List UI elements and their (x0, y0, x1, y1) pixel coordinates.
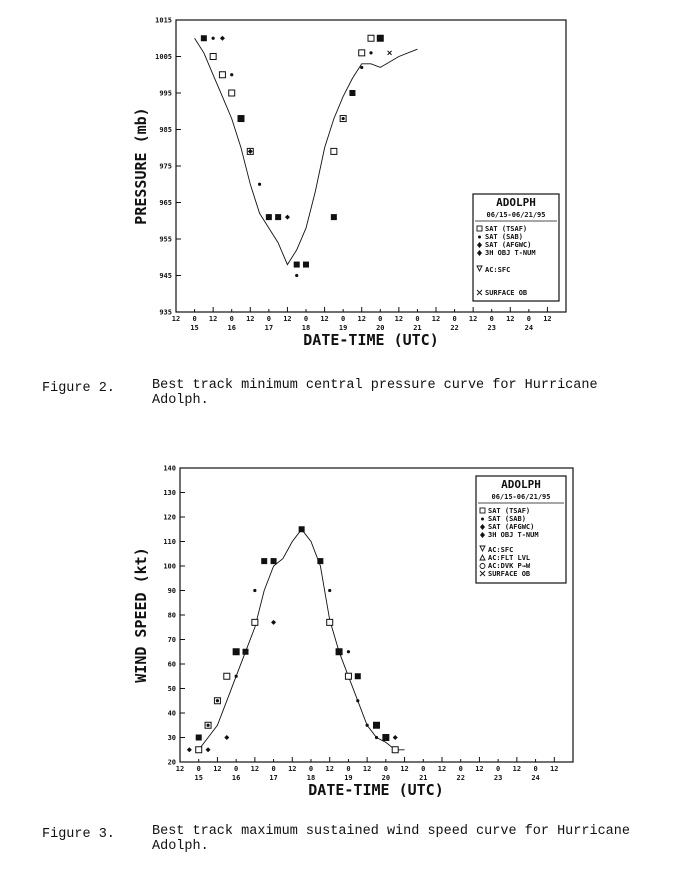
wind-point-open-square (196, 747, 202, 753)
wind-y-tick-label: 100 (163, 562, 176, 571)
pressure-y-axis-title: PRESSURE (mb) (132, 107, 150, 225)
wind-x-tick-label: 12 (475, 765, 484, 773)
wind-point-open-square (224, 673, 230, 679)
pressure-point-solid-square (238, 116, 244, 122)
wind-legend-entry: 3H OBJ T-NUM (488, 531, 539, 539)
pressure-y-tick-label: 965 (159, 199, 172, 207)
wind-point-diamond (187, 747, 192, 752)
wind-x-tick-label: 0 (421, 765, 426, 773)
wind-x-tick-label: 12 (288, 765, 297, 773)
pressure-x-day-label: 16 (227, 324, 236, 332)
pressure-point-solid-square (349, 90, 355, 96)
pressure-legend (473, 194, 559, 301)
wind-x-tick-label: 0 (533, 765, 538, 773)
pressure-x-day-label: 22 (450, 324, 459, 332)
wind-point-solid-square (355, 673, 361, 679)
wind-y-tick-label: 40 (167, 709, 176, 718)
pressure-point-solid-square (275, 214, 281, 220)
pressure-legend-entry: SURFACE OB (485, 289, 528, 297)
pressure-point-small-dot (369, 51, 372, 54)
wind-y-ticks (163, 465, 185, 767)
pressure-y-tick-label: 1015 (155, 16, 172, 25)
pressure-point-solid-square (201, 35, 207, 41)
wind-x-tick-label: 12 (400, 765, 409, 773)
pressure-x-tick-label: 12 (357, 315, 366, 323)
wind-y-tick-label: 60 (167, 660, 176, 669)
wind-x-day-label: 23 (493, 774, 503, 782)
wind-x-tick-label: 12 (550, 765, 559, 773)
wind-y-tick-label: 70 (167, 636, 176, 644)
pressure-point-small-dot (360, 66, 363, 69)
pressure-x-day-label: 18 (301, 324, 311, 332)
pressure-x-tick-label: 0 (489, 315, 494, 323)
wind-legend-entry: AC:FLT LVL (488, 554, 531, 562)
wind-point-open-square (392, 747, 398, 753)
wind-point-solid-square (261, 558, 267, 564)
wind-point-open-square (345, 673, 351, 679)
wind-point-small-dot (375, 736, 378, 739)
pressure-x-tick-label: 12 (283, 315, 292, 323)
pressure-x-tick-label: 0 (378, 315, 383, 323)
wind-point-small-dot (253, 589, 256, 592)
wind-point-solid-square (336, 649, 342, 655)
figure2-label: Figure 2. (42, 381, 115, 396)
wind-y-tick-label: 90 (167, 587, 176, 595)
pressure-best-track (195, 38, 418, 264)
figure2-caption: Best track minimum central pressure curve for Hurricane Adolph. (152, 378, 598, 408)
pressure-x-tick-label: 12 (394, 315, 404, 323)
pressure-x-day-label: 17 (264, 324, 274, 332)
wind-legend-entry: SAT (TSAF) (488, 507, 531, 515)
wind-x-tick-label: 12 (325, 765, 334, 773)
wind-point-diamond (206, 747, 211, 752)
wind-point-solid-square (243, 649, 249, 655)
pressure-legend-entry: SAT (SAB) (485, 233, 523, 241)
wind-x-tick-label: 12 (250, 765, 260, 773)
wind-data-marks (187, 526, 398, 753)
pressure-y-ticks (155, 17, 181, 317)
wind-x-day-label: 18 (306, 774, 316, 782)
wind-legend-entry: SAT (SAB) (488, 515, 526, 523)
wind-x-day-label: 22 (456, 774, 465, 782)
wind-x-day-label: 19 (344, 774, 353, 782)
pressure-x-tick-label: 12 (171, 315, 181, 323)
pressure-y-tick-label: 985 (159, 126, 172, 134)
wind-best-track-line (199, 529, 405, 750)
pressure-x-tick-label: 0 (415, 315, 420, 323)
wind-x-tick-label: 0 (383, 765, 388, 773)
wind-point-small-dot (206, 724, 209, 727)
wind-legend-dates: 06/15-06/21/95 (491, 493, 551, 501)
wind-x-tick-label: 0 (308, 765, 314, 773)
pressure-x-tick-label: 0 (266, 315, 271, 323)
pressure-point-small-dot (212, 37, 215, 40)
pressure-point-open-square (219, 72, 225, 78)
pressure-x-tick-label: 0 (452, 315, 457, 323)
wind-point-solid-square (196, 735, 202, 741)
pressure-legend-entry: AC:SFC (485, 266, 511, 274)
wind-point-open-square (252, 619, 258, 625)
wind-legend-title: ADOLPH (501, 478, 541, 491)
wind-legend-entry: AC:DVK P→W (488, 562, 531, 570)
wind-y-tick-label: 30 (167, 734, 176, 742)
wind-point-diamond (393, 735, 398, 740)
pressure-point-x (388, 51, 392, 55)
wind-legend-entry: SURFACE OB (488, 570, 531, 578)
pressure-x-tick-label: 12 (431, 315, 441, 323)
pressure-x-tick-label: 12 (320, 315, 329, 323)
pressure-x-day-label: 24 (524, 324, 534, 332)
pressure-point-diamond (285, 215, 290, 220)
wind-point-solid-square (233, 649, 239, 655)
legend-dot-icon (481, 518, 484, 521)
pressure-x-tick-label: 12 (208, 315, 218, 323)
pressure-legend-title: ADOLPH (496, 196, 536, 209)
pressure-point-open-square (331, 148, 337, 154)
pressure-x-tick-label: 12 (468, 315, 478, 323)
wind-x-ticks (176, 757, 559, 782)
wind-x-day-label: 16 (231, 774, 241, 782)
figure3-label: Figure 3. (42, 827, 115, 842)
pressure-x-day-label: 20 (376, 324, 385, 332)
figure3-caption: Best track maximum sustained wind speed curve for Hurricane Adolph. (152, 824, 630, 854)
legend-dot-icon (478, 236, 481, 239)
wind-point-small-dot (366, 724, 369, 727)
wind-y-axis-title: WIND SPEED (kt) (132, 547, 150, 683)
wind-x-day-label: 17 (269, 774, 278, 782)
wind-x-tick-label: 12 (213, 765, 222, 773)
pressure-data-marks (201, 35, 392, 277)
pressure-point-small-dot (230, 73, 233, 76)
wind-chart (42, 465, 672, 865)
pressure-x-tick-label: 0 (229, 315, 234, 323)
wind-x-day-label: 21 (419, 774, 428, 782)
wind-point-solid-square (299, 526, 305, 532)
pressure-point-solid-square (303, 262, 309, 268)
wind-y-tick-label: 110 (163, 538, 176, 546)
wind-point-solid-square (271, 558, 277, 564)
wind-y-tick-label: 50 (167, 685, 176, 693)
pressure-point-small-dot (342, 117, 345, 120)
wind-point-solid-square (383, 735, 389, 741)
wind-x-tick-label: 12 (175, 765, 185, 773)
figure3-caption-wrapper (152, 824, 672, 864)
wind-x-tick-label: 0 (234, 765, 239, 773)
wind-point-diamond (271, 620, 276, 625)
pressure-best-track-line (195, 38, 418, 264)
pressure-x-day-label: 21 (413, 324, 422, 332)
pressure-legend-entry: 3H OBJ T-NUM (485, 249, 536, 257)
wind-point-small-dot (347, 650, 350, 653)
wind-point-solid-square (317, 558, 323, 564)
wind-x-tick-label: 12 (512, 765, 522, 773)
pressure-x-axis-title: DATE-TIME (UTC) (303, 331, 439, 349)
wind-legend-entry: AC:SFC (488, 546, 514, 554)
wind-x-day-label: 15 (194, 774, 203, 782)
pressure-x-tick-label: 12 (543, 315, 552, 323)
wind-x-axis-title: DATE-TIME (UTC) (308, 781, 444, 799)
wind-legend (476, 476, 566, 583)
wind-x-tick-label: 0 (458, 765, 463, 773)
pressure-x-tick-label: 0 (341, 315, 346, 323)
pressure-x-tick-label: 0 (303, 315, 309, 323)
pressure-x-tick-label: 12 (246, 315, 255, 323)
wind-best-track (199, 529, 405, 750)
wind-x-day-label: 24 (531, 774, 540, 782)
pressure-x-tick-label: 12 (506, 315, 515, 323)
pressure-point-open-square (368, 35, 374, 41)
pressure-x-day-label: 19 (338, 324, 348, 332)
pressure-point-open-square (210, 54, 216, 60)
pressure-point-diamond (220, 36, 225, 41)
wind-x-tick-label: 0 (196, 765, 201, 773)
pressure-legend-entry: SAT (TSAF) (485, 225, 528, 233)
figure2-caption-wrapper (152, 378, 652, 418)
wind-y-tick-label: 20 (167, 758, 176, 767)
wind-x-tick-label: 0 (496, 765, 501, 773)
wind-x-tick-label: 12 (362, 765, 372, 773)
wind-legend-entry: SAT (AFGWC) (488, 523, 535, 531)
pressure-y-tick-label: 975 (159, 162, 172, 171)
wind-point-diamond (224, 735, 229, 740)
wind-point-small-dot (328, 589, 331, 592)
wind-y-tick-label: 130 (163, 489, 176, 497)
pressure-point-small-dot (295, 274, 298, 277)
pressure-x-day-label: 23 (487, 324, 496, 332)
pressure-y-tick-label: 945 (159, 272, 172, 280)
wind-x-tick-label: 0 (346, 765, 351, 773)
wind-point-open-square (327, 619, 333, 625)
wind-x-tick-label: 12 (437, 765, 447, 773)
pressure-y-tick-label: 995 (159, 89, 172, 98)
pressure-y-tick-label: 1005 (155, 53, 172, 61)
pressure-point-solid-square (266, 214, 272, 220)
pressure-legend-entry: SAT (AFGWC) (485, 241, 532, 249)
pressure-chart (42, 17, 652, 419)
pressure-point-solid-square (331, 214, 337, 220)
pressure-y-tick-label: 935 (159, 308, 172, 317)
wind-point-solid-square (374, 722, 380, 728)
pressure-x-tick-label: 0 (192, 315, 197, 323)
pressure-legend-dates: 06/15-06/21/95 (486, 211, 546, 219)
pressure-point-solid-square (377, 35, 383, 41)
pressure-point-open-square (359, 50, 365, 56)
wind-x-tick-label: 0 (271, 765, 276, 773)
pressure-x-day-label: 15 (190, 324, 199, 332)
pressure-point-small-dot (258, 183, 261, 186)
pressure-y-tick-label: 955 (159, 235, 172, 244)
wind-y-tick-label: 80 (167, 611, 176, 620)
wind-x-day-label: 20 (381, 774, 391, 782)
wind-point-small-dot (216, 699, 219, 702)
pressure-x-ticks (172, 307, 552, 332)
wind-y-tick-label: 140 (163, 464, 176, 473)
wind-point-small-dot (356, 699, 359, 702)
pressure-point-open-square (229, 90, 235, 96)
wind-point-small-dot (235, 675, 238, 678)
pressure-x-tick-label: 0 (526, 315, 531, 323)
pressure-point-solid-square (294, 262, 300, 268)
wind-y-tick-label: 120 (163, 513, 176, 522)
